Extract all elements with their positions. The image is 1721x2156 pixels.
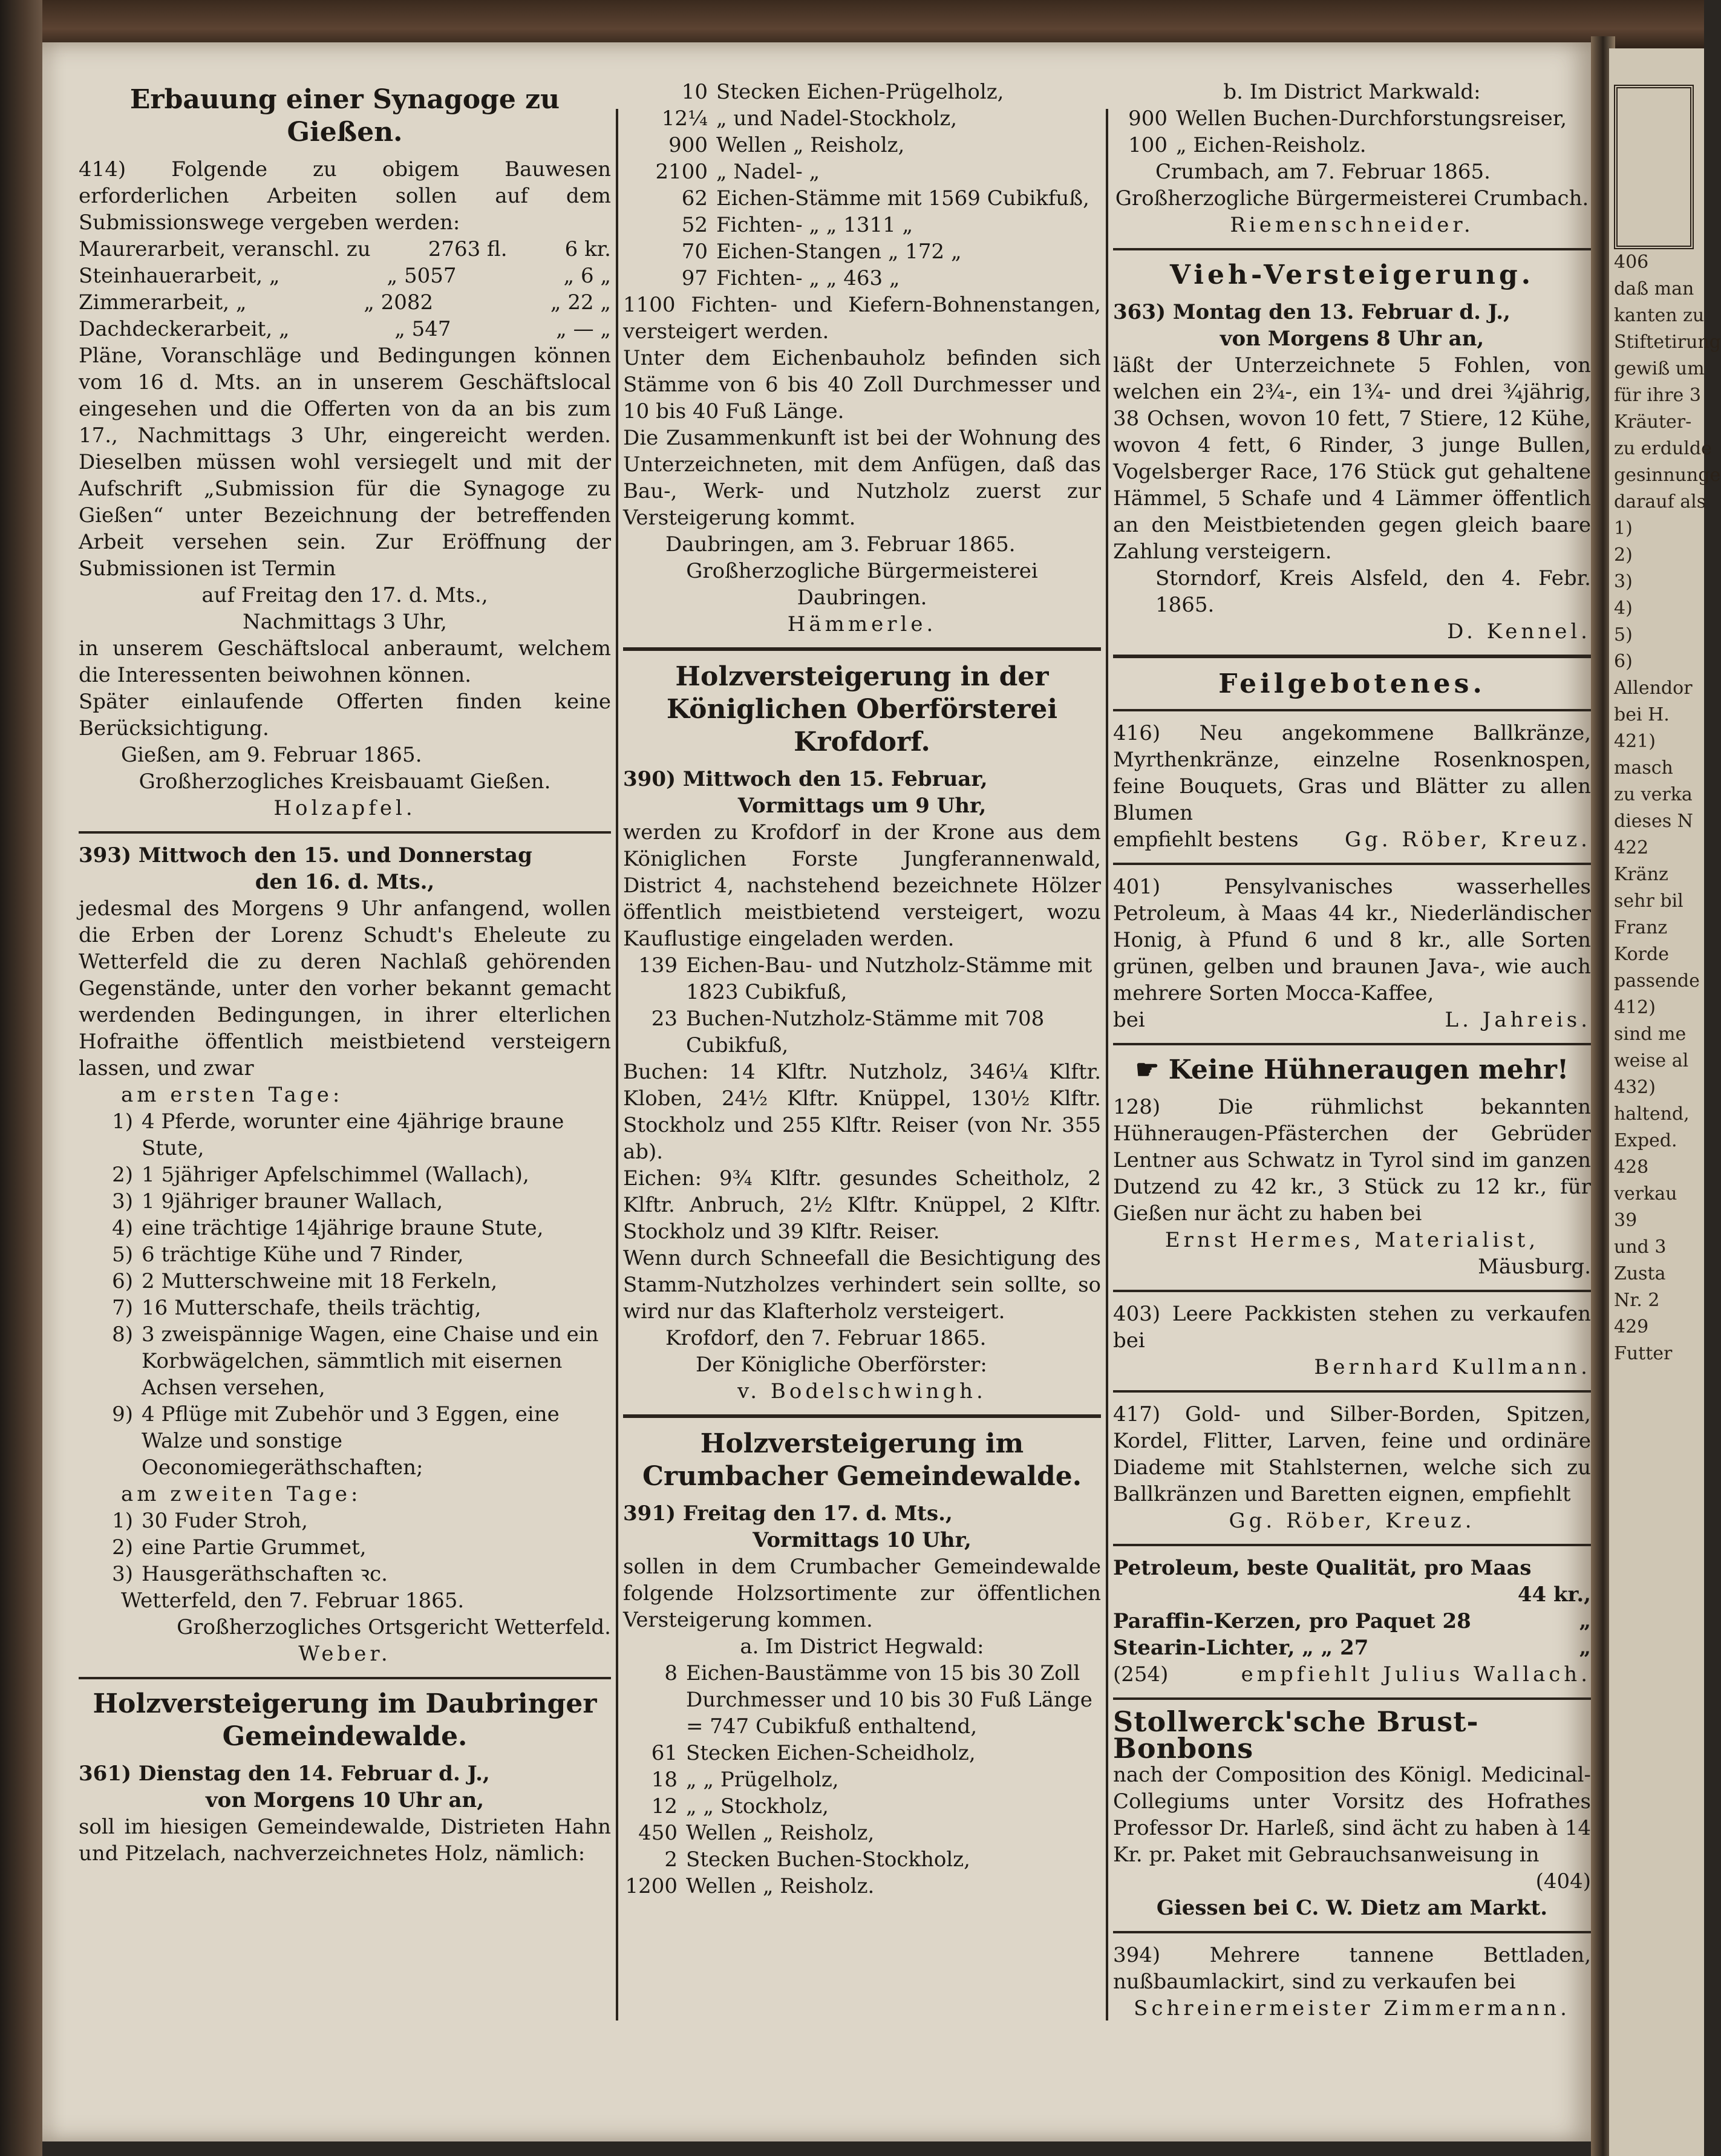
next-page-fragment: 39 bbox=[1614, 1210, 1638, 1231]
divider bbox=[79, 1677, 611, 1679]
ad-schudt bbox=[79, 842, 611, 1667]
district-heading: b. Im District Markwald: bbox=[1223, 80, 1481, 104]
ad-dateline: 363) Montag den 13. Februar d. J., bbox=[1113, 300, 1510, 324]
list-item: 2) 1 5jähriger Apfelschimmel (Wallach), bbox=[112, 1163, 529, 1187]
column-1 bbox=[79, 79, 611, 2093]
list-item: 3) 1 9jähriger brauner Wallach, bbox=[112, 1189, 443, 1214]
next-page-fragment: daß man bbox=[1614, 278, 1694, 299]
ad-title: ☛ Keine Hühneraugen mehr! bbox=[1135, 1054, 1569, 1085]
table-row: 52 Fichten- „ „ 1311 „ bbox=[681, 213, 913, 237]
table-row: 10 Stecken Eichen-Prügelholz, bbox=[681, 80, 1004, 104]
list-item: 18 „ „ Prügelholz, bbox=[651, 1768, 839, 1792]
list-item: 1) 30 Fuder Stroh, bbox=[112, 1509, 308, 1533]
next-page-fragment: weise al bbox=[1614, 1050, 1689, 1071]
divider bbox=[1113, 1697, 1591, 1700]
ad-footer: empfiehlt bestens Gg. Röber, Kreuz. bbox=[1113, 828, 1591, 852]
table-row: 2100 „ Nadel- „ bbox=[655, 160, 820, 184]
table-row: 900 Wellen „ Reisholz, bbox=[668, 133, 905, 157]
ornament-frame bbox=[1614, 85, 1694, 249]
book-top-edge bbox=[0, 0, 1704, 48]
ad-body: Buchen: 14 Klftr. Nutzholz, 346¼ Klftr. Kloben, 24½ Klftr. Knüppel, 130½ Klftr. Stockholz und 255 Klftr. Reiser (von Nr. 355 ab). bbox=[623, 1060, 1101, 1164]
list-item: 4) eine trächtige 14jährige braune Stute, bbox=[112, 1216, 544, 1240]
list-item: 23 Buchen-Nutzholz-Stämme mit 708 Cubikfuß, bbox=[651, 1007, 1045, 1057]
next-page-fragment: Kränz bbox=[1614, 864, 1668, 885]
ad-synagoge bbox=[79, 83, 611, 822]
book-left-edge bbox=[0, 0, 42, 2156]
ad-petroleum-honig bbox=[1113, 874, 1591, 1033]
ad-dateline: Vormittags 10 Uhr, bbox=[753, 1528, 972, 1552]
list-item: 8 Eichen-Baustämme von 15 bis 30 Zoll Durchmesser und 10 bis 30 Fuß Länge = 747 Cubikfuß enthaltend, bbox=[664, 1661, 1092, 1739]
ad-dateline: von Morgens 10 Uhr an, bbox=[205, 1788, 485, 1812]
ad-dateline: den 16. d. Mts., bbox=[255, 870, 435, 894]
list-item: 2 Stecken Buchen-Stockholz, bbox=[664, 1847, 970, 1872]
next-page-fragment: haltend, bbox=[1614, 1103, 1690, 1125]
ad-title: Holzversteigerung im Crumbacher Gemeindewalde. bbox=[642, 1428, 1082, 1492]
list-item: 61 Stecken Eichen-Scheidholz, bbox=[651, 1741, 976, 1765]
ad-intro: 414) Folgende zu obigem Bauwesen erforderlichen Arbeiten sollen auf dem Submissionswege vergeben werden: bbox=[79, 157, 611, 235]
ad-footer: bei L. Jahreis. bbox=[1113, 1008, 1591, 1032]
ad-body: Unter dem Eichenbauholz befinden sich Stämme von 6 bis 40 Zoll Durchmesser und 10 bis 40 Fuß Länge. bbox=[623, 346, 1101, 423]
next-page-fragment: 422 bbox=[1614, 837, 1649, 858]
ad-body: Wenn durch Schneefall die Besichtigung des Stamm-Nutzholzes verhindert sein sollte, so wird nur das Klafterholz versteigert. bbox=[623, 1246, 1101, 1324]
ad-dateline: Vormittags um 9 Uhr, bbox=[737, 794, 987, 818]
ad-body: sollen in dem Crumbacher Gemeindewalde folgende Holzsortimente zur öffentlichen Versteigerung kommen. bbox=[623, 1555, 1101, 1632]
pointing-hand-icon: ☛ bbox=[1135, 1054, 1160, 1085]
list-item: 139 Eichen-Bau- und Nutzholz-Stämme mit 1823 Cubikfuß, bbox=[638, 953, 1092, 1004]
next-page-fragment: Nr. 2 bbox=[1614, 1290, 1660, 1311]
ad-body: soll im hiesigen Gemeindewalde, Distrieten Hahn und Pitzelach, nachverzeichnetes Holz, nämlich: bbox=[79, 1815, 611, 1866]
ad-place: Crumbach, am 7. Februar 1865. bbox=[1155, 160, 1491, 184]
next-page-fragment: Exped. bbox=[1614, 1130, 1677, 1151]
ad-packkisten bbox=[1113, 1301, 1591, 1380]
section-title: Feilgebotenes. bbox=[1218, 668, 1486, 699]
day-heading: am zweiten Tage: bbox=[121, 1482, 362, 1506]
divider bbox=[1113, 248, 1591, 250]
ad-signature: Holzapfel. bbox=[273, 796, 416, 820]
ad-signature: Mäusburg. bbox=[1478, 1255, 1591, 1279]
ad-title: Erbauung einer Synagoge zu Gießen. bbox=[129, 84, 560, 148]
ad-body: jedesmal des Morgens 9 Uhr anfangend, wollen die Erben der Lorenz Schudt's Eheleute zu Wetterfeld die zu deren Nachlaß gehörenden Gegenstände, unter den vorher bekannt gemacht werdenden Bedingungen, in ihrer elterlichen Hofraithe öffentlich meistbietend versteigern lassen, und zwar bbox=[79, 897, 611, 1080]
next-page-fragment: sehr bil bbox=[1614, 890, 1683, 912]
ad-body: Eichen: 9¾ Klftr. gesundes Scheitholz, 2 Klftr. Anbruch, 2½ Klftr. Knüppel, 2 Klftr. Stockholz und 39 Klftr. Reiser. bbox=[623, 1166, 1101, 1244]
next-page-fragment: Futter bbox=[1614, 1343, 1673, 1364]
ad-signature: D. Kennel. bbox=[1447, 619, 1591, 644]
next-page-fragment: Allendor bbox=[1614, 678, 1693, 699]
ad-signature: Riemenschneider. bbox=[1230, 213, 1474, 237]
ad-body: Pläne, Voranschläge und Bedingungen können vom 16 d. Mts. an in unserem Geschäftslocal eingesehen und die Offerten von da an bis zum 17., Nachmittags 3 Uhr, eingereicht werden. Dieselben müssen wohl versiegelt und mit der Aufschrift „Submission für die Synagoge zu Gießen“ unter Bezeichnung der betreffenden Arbeit versehen sein. Zur Eröffnung der Submissionen ist Termin bbox=[79, 344, 611, 581]
ad-body: in unserem Geschäftslocal anberaumt, welchem die Interessenten beiwohnen können. bbox=[79, 636, 611, 687]
ad-body: 128) Die rühmlichst bekannten Hühneraugen-Pfästerchen der Gebrüder Lentner aus Schwatz in Tyrol sind im ganzen Dutzend zu 42 kr., 3 Stück zu 12 kr., für Gießen nur ächt zu haben bei bbox=[1113, 1095, 1591, 1226]
ad-signature: Hämmerle. bbox=[787, 612, 937, 636]
list-item: 12 „ „ Stockholz, bbox=[651, 1794, 829, 1818]
next-page-sliver bbox=[1609, 48, 1721, 2156]
ad-body: 401) Pensylvanisches wasserhelles Petroleum, à Maas 44 kr., Niederländischer Honig, à Pfund 6 und 8 kr., alle Sorten grünen, gelben und braunen Java-, wie auch mehrere Sorten Mocca-Kaffee, bbox=[1113, 875, 1591, 1005]
ad-title: Stollwerck'sche Brust-Bonbons bbox=[1113, 1705, 1479, 1765]
ad-crumbach bbox=[623, 1428, 1101, 1900]
column-2 bbox=[623, 79, 1101, 2093]
ad-place: Krofdorf, den 7. Februar 1865. bbox=[665, 1326, 987, 1350]
ad-place: Daubringen, am 3. Februar 1865. bbox=[665, 532, 1016, 557]
next-page-fragment: für ihre 3 bbox=[1614, 385, 1701, 406]
next-page-fragment: Stiftetirung bbox=[1614, 332, 1721, 353]
ad-place: Wetterfeld, den 7. Februar 1865. bbox=[121, 1589, 465, 1613]
termin-line: auf Freitag den 17. d. Mts., bbox=[201, 583, 488, 607]
next-page-fragment: gesinnunge bbox=[1614, 465, 1721, 486]
next-page-fragment: 6) bbox=[1614, 651, 1633, 672]
ad-daubringen-list bbox=[623, 79, 1101, 638]
ad-body: werden zu Krofdorf in der Krone aus dem Königlichen Forste Jungferannenwald, District 4, nachstehend bezeichnete Hölzer öffentlich meistbietend versteigert, wozu Kauflustige eingeladen werden. bbox=[623, 820, 1101, 951]
ad-vieh bbox=[1113, 259, 1591, 645]
list-item: 900 Wellen Buchen-Durchforstungsreiser, bbox=[1128, 106, 1567, 131]
work-row: Dachdeckerarbeit, „ „ 547 „ — „ bbox=[79, 317, 611, 341]
items-list bbox=[79, 1508, 611, 1587]
termin-line: Nachmittags 3 Uhr, bbox=[242, 610, 447, 634]
ad-signature: Gg. Röber, Kreuz. bbox=[1229, 1509, 1475, 1533]
ad-place: Gießen, am 9. Februar 1865. bbox=[121, 743, 422, 767]
product-row: Petroleum, beste Qualität, pro Maas bbox=[1113, 1556, 1532, 1580]
divider bbox=[1113, 1043, 1591, 1045]
ad-body: 403) Leere Packkisten stehen zu verkaufen bei bbox=[1113, 1302, 1591, 1353]
work-row: Maurerarbeit, veranschl. zu 2763 fl. 6 kr. bbox=[79, 237, 611, 261]
list-item: 7) 16 Mutterschafe, theils trächtig, bbox=[112, 1296, 482, 1320]
ad-body: 394) Mehrere tannene Bettladen, nußbaumlackirt, sind zu verkaufen bei bbox=[1113, 1943, 1591, 1994]
ad-dateline: 390) Mittwoch den 15. Februar, bbox=[623, 767, 988, 791]
table-row: 62 Eichen-Stämme mit 1569 Cubikfuß, bbox=[681, 186, 1089, 211]
ad-body: nach der Composition des Königl. Medicinal-Collegiums unter Vorsitz des Hofrathes Professor Dr. Harleß, sind ächt zu haben à 14 Kr. pr. Paket mit Gebrauchsanweisung in bbox=[1113, 1763, 1591, 1867]
divider bbox=[1113, 1931, 1591, 1933]
works-list bbox=[79, 236, 611, 342]
work-row: Steinhauerarbeit, „ „ 5057 „ 6 „ bbox=[79, 264, 611, 288]
next-page-fragment: 421) bbox=[1614, 731, 1656, 752]
ad-dateline: 393) Mittwoch den 15. und Donnerstag bbox=[79, 843, 532, 867]
next-page-fragment: gewiß um bbox=[1614, 358, 1705, 379]
next-page-fragment: 1) bbox=[1614, 518, 1633, 539]
next-page-fragment: zu verka bbox=[1614, 784, 1693, 805]
ad-stollwerck bbox=[1113, 1705, 1591, 1921]
ad-authority: Großherzogliches Kreisbauamt Gießen. bbox=[139, 769, 551, 794]
next-page-fragment: 4) bbox=[1614, 598, 1633, 619]
ad-huehneraugen bbox=[1113, 1054, 1591, 1280]
next-page-fragment: 3) bbox=[1614, 571, 1633, 592]
next-page-fragment: verkau bbox=[1614, 1183, 1677, 1204]
product-row: Paraffin-Kerzen, pro Paquet 28 „ bbox=[1113, 1609, 1591, 1633]
ad-signature: Schreinermeister Zimmermann. bbox=[1134, 1996, 1570, 2020]
ad-body: Später einlaufende Offerten finden keine Berücksichtigung. bbox=[79, 690, 611, 740]
next-page-fragment: Kräuter- bbox=[1614, 411, 1692, 433]
divider bbox=[1113, 1390, 1591, 1393]
ad-bettladen bbox=[1113, 1942, 1591, 2022]
next-page-fragment: bei H. bbox=[1614, 704, 1670, 725]
product-row: Stearin-Lichter, „ „ 27 „ bbox=[1113, 1636, 1591, 1660]
divider bbox=[79, 831, 611, 834]
next-page-fragment: 428 bbox=[1614, 1157, 1649, 1178]
next-page-fragment: zu erdulde bbox=[1614, 438, 1712, 459]
ad-title: Holzversteigerung in der Königlichen Oberförsterei Krofdorf. bbox=[666, 661, 1058, 757]
next-page-fragment: passende bbox=[1614, 970, 1700, 991]
ad-daubringen-head bbox=[79, 1688, 611, 1867]
next-page-fragment: Korde bbox=[1614, 944, 1669, 965]
list-item: 6) 2 Mutterschweine mit 18 Ferkeln, bbox=[112, 1269, 498, 1293]
divider bbox=[1113, 655, 1591, 658]
ad-body: Die Zusammenkunft ist bei der Wohnung des Unterzeichneten, mit dem Anfügen, daß das Bau-, Werk- und Nutzholz zuerst zur Versteigerung kommt. bbox=[623, 426, 1101, 530]
ad-authority: Der Königliche Oberförster: bbox=[696, 1353, 987, 1377]
ad-krofdorf bbox=[623, 661, 1101, 1405]
next-page-fragment: masch bbox=[1614, 757, 1673, 779]
list-item: 100 „ Eichen-Reisholz. bbox=[1128, 133, 1367, 157]
district-heading: a. Im District Hegwald: bbox=[740, 1635, 984, 1659]
ad-title: Holzversteigerung im Daubringer Gemeindewalde. bbox=[93, 1688, 597, 1752]
list-item: 9) 4 Pflüge mit Zubehör und 3 Eggen, eine Walze und sonstige Oeconomiegeräthschaften; bbox=[112, 1402, 560, 1480]
next-page-fragment: kanten zu bbox=[1614, 305, 1705, 326]
next-page-fragment: 2) bbox=[1614, 544, 1633, 566]
ad-body: 417) Gold- und Silber-Borden, Spitzen, Kordel, Flitter, Larven, feine und ordinäre Diademe mit Stahlsternen, welche sich zu Ballkränzen und Baretten eignen, empfiehlt bbox=[1113, 1402, 1591, 1506]
table-row: 12¼ „ und Nadel-Stockholz, bbox=[661, 106, 958, 131]
ad-body: 1100 Fichten- und Kiefern-Bohnenstangen, versteigert werden. bbox=[623, 293, 1101, 344]
ad-authority: Großherzogliches Ortsgericht Wetterfeld. bbox=[177, 1615, 611, 1639]
ad-signature: v. Bodelschwingh. bbox=[737, 1379, 987, 1403]
ad-body: 416) Neu angekommene Ballkränze, Myrthenkränze, einzelne Rosenknospen, feine Bouquets, Gras und Blätter zu allen Blumen bbox=[1113, 721, 1591, 825]
ad-borden bbox=[1113, 1401, 1591, 1534]
work-row: Zimmerarbeit, „ „ 2082 „ 22 „ bbox=[79, 290, 611, 315]
list-item: 2) eine Partie Grummet, bbox=[112, 1535, 367, 1560]
next-page-fragment: 406 bbox=[1614, 252, 1649, 273]
ad-signature: Bernhard Kullmann. bbox=[1314, 1355, 1591, 1379]
divider bbox=[623, 647, 1101, 651]
ad-dateline: 361) Dienstag den 14. Februar d. J., bbox=[79, 1762, 490, 1786]
ad-place: Storndorf, Kreis Alsfeld, den 4. Febr. 1865. bbox=[1155, 566, 1591, 617]
next-page-fragment: 429 bbox=[1614, 1316, 1649, 1338]
list-item: 8) 3 zweispännige Wagen, eine Chaise und ein Korbwägelchen, sämmtlich mit eisernen Achsen versehen, bbox=[112, 1322, 599, 1400]
table-row: 70 Eichen-Stangen „ 172 „ bbox=[681, 240, 962, 264]
next-page-fragment: Zusta bbox=[1614, 1263, 1666, 1284]
day-heading: am ersten Tage: bbox=[121, 1083, 344, 1107]
ad-dateline: von Morgens 8 Uhr an, bbox=[1220, 327, 1484, 351]
next-page-fragments bbox=[1609, 249, 1721, 1367]
divider bbox=[623, 1414, 1101, 1418]
divider bbox=[1113, 709, 1591, 711]
next-page-fragment: 432) bbox=[1614, 1077, 1656, 1098]
divider bbox=[1113, 1290, 1591, 1292]
next-page-fragment: 5) bbox=[1614, 624, 1633, 645]
items-list bbox=[79, 1108, 611, 1481]
ad-authority: Großherzogliche Bürgermeisterei Crumbach. bbox=[1115, 186, 1589, 211]
ad-body: läßt der Unterzeichnete 5 Fohlen, von welchen ein 2¾-, ein 1¾- und drei ¾jährig, 38 Ochsen, wovon 10 fett, 7 Stiere, 12 Kühe, wovon 4 fett, 6 Rinder, 3 junge Bullen, Vogelsberger Race, 176 Stück gut gehaltene Hämmel, 5 Schafe und 4 Lämmer öffentlich an den Meistbietenden gegen gleich baare Zahlung versteigern. bbox=[1113, 353, 1591, 564]
next-page-fragment: sind me bbox=[1614, 1024, 1687, 1045]
ad-footer: (254) empfiehlt Julius Wallach. bbox=[1113, 1662, 1591, 1687]
list-item: 1) 4 Pferde, worunter eine 4jährige braune Stute, bbox=[112, 1109, 564, 1160]
column-3 bbox=[1113, 79, 1591, 2093]
ad-title: Vieh-Versteigerung. bbox=[1169, 260, 1535, 290]
ad-authority: Großherzogliche Bürgermeisterei Daubringen. bbox=[686, 559, 1038, 610]
ad-signature: Giessen bei C. W. Dietz am Markt. bbox=[1156, 1896, 1548, 1920]
next-page-fragment: Franz bbox=[1614, 917, 1668, 938]
list-item: 1200 Wellen „ Reisholz. bbox=[625, 1874, 875, 1898]
next-page-fragment: und 3 bbox=[1614, 1236, 1667, 1258]
next-page-fragment: darauf als bbox=[1614, 491, 1706, 512]
ad-wallach bbox=[1113, 1555, 1591, 1688]
ad-ballkraenze bbox=[1113, 720, 1591, 853]
ad-signature: Ernst Hermes, Materialist, bbox=[1164, 1228, 1540, 1252]
list-item: 3) Hausgeräthschaften ꝛc. bbox=[112, 1562, 388, 1586]
divider bbox=[1113, 863, 1591, 865]
table-row: 97 Fichten- „ „ 463 „ bbox=[681, 266, 900, 290]
ad-signature: Weber. bbox=[298, 1642, 391, 1666]
next-page-fragment: dieses N bbox=[1614, 811, 1693, 832]
ad-number: (404) bbox=[1535, 1869, 1591, 1893]
column-rule bbox=[1106, 109, 1108, 2020]
ad-dateline: 391) Freitag den 17. d. Mts., bbox=[623, 1501, 953, 1526]
product-price: 44 kr., bbox=[1517, 1583, 1591, 1607]
list-item: 5) 6 trächtige Kühe und 7 Rinder, bbox=[112, 1243, 464, 1267]
ad-crumbach-cont bbox=[1113, 79, 1591, 238]
divider bbox=[1113, 1544, 1591, 1546]
list-item: 450 Wellen „ Reisholz, bbox=[638, 1821, 875, 1845]
column-rule bbox=[616, 109, 618, 2020]
next-page-fragment: 412) bbox=[1614, 997, 1656, 1018]
